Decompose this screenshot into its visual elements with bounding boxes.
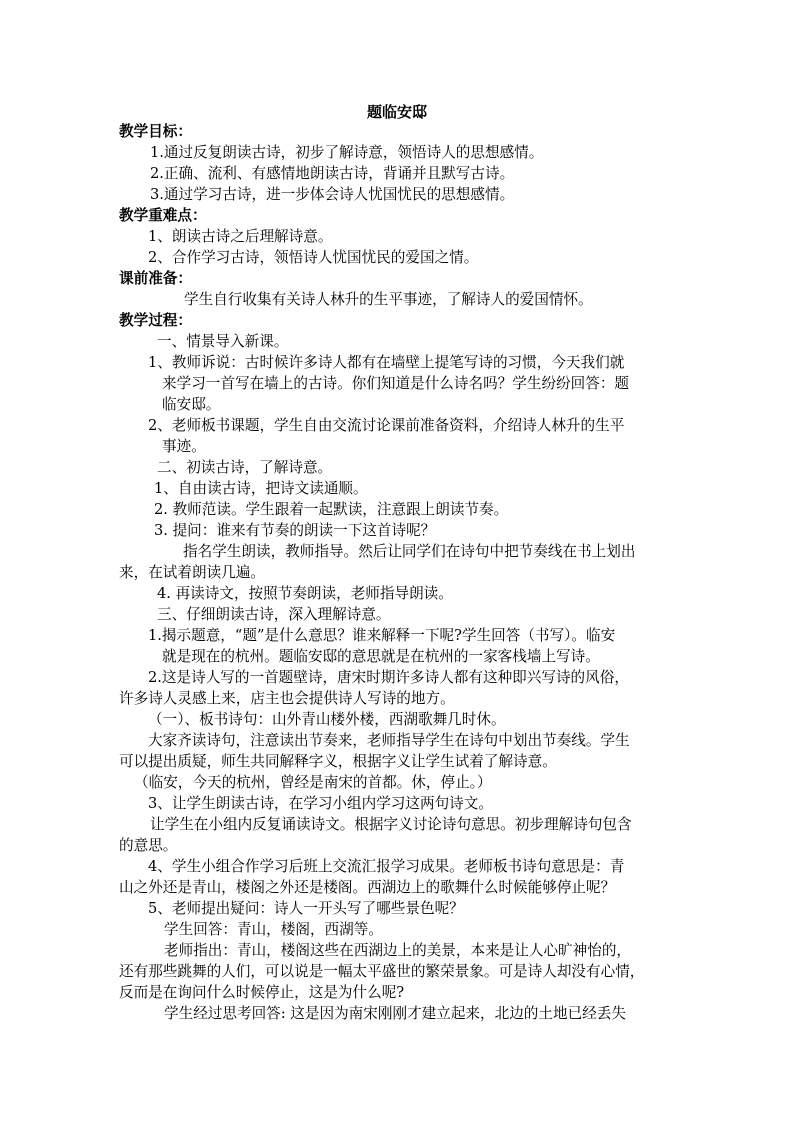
keypoint-item: 2、合作学习古诗，领悟诗人忧国忧民的爱国之情。 (148, 249, 479, 266)
process-line: 的意思。 (119, 837, 178, 854)
process-line: 大家齐读诗句，注意读出节奏来，老师指导学生在诗句中划出节奏线。学生 (148, 732, 630, 749)
process-line: 2. 教师范读。学生跟着一起默读，注意跟上朗读节奏。 (154, 501, 509, 518)
process-line: 事迹。 (162, 438, 206, 455)
process-line: 3、让学生朗读古诗，在学习小组内学习这两句诗文。 (148, 795, 493, 812)
process-line: 5、老师提出疑问：诗人一开头写了哪些景色呢？ (148, 900, 464, 917)
process-line: 可以提出质疑，师生共同解释字义，根据字义让学生试着了解诗意。 (119, 753, 557, 770)
process-line: （临安，今天的杭州，曾经是南宋的首都。休，停止。） (134, 774, 492, 791)
keypoints-heading: 教学重难点： (119, 207, 207, 224)
process-line: （一）、板书诗句：山外青山楼外楼，西湖歌舞几时休。 (148, 711, 506, 728)
process-line: 山之外还是青山，楼阁之外还是楼阁。西湖边上的歌舞什么时候能够停止呢？ (119, 879, 616, 896)
process-line: 4、学生小组合作学习后班上交流汇报学习成果。老师板书诗句意思是：青 (148, 858, 625, 875)
process-line: 二、初读古诗，了解诗意。 (157, 459, 333, 476)
process-line: 就是现在的杭州。题临安邸的意思就是在杭州的一家客栈墙上写诗。 (162, 648, 600, 665)
goals-heading: 教学目标： (119, 123, 192, 140)
process-line: 1、教师诉说：古时候许多诗人都有在墙壁上提笔写诗的习惯，今天我们就 (148, 354, 625, 371)
process-line: 许多诗人灵感上来，店主也会提供诗人写诗的地方。 (119, 690, 455, 707)
process-line: 三、仔细朗读古诗，深入理解诗意。 (157, 606, 391, 623)
goal-item: 2.正确、流利、有感情地朗读古诗，背诵并且默写古诗。 (150, 165, 515, 182)
process-line: 来学习一首写在墙上的古诗。你们知道是什么诗名吗？学生纷纷回答：题 (162, 375, 630, 392)
process-line: 还有那些跳舞的人们，可以说是一幅太平盛世的繁荣景象。可是诗人却没有心情， (119, 963, 645, 980)
process-line: 来，在试着朗读几遍。 (119, 564, 265, 581)
process-line: 临安邸。 (162, 396, 221, 413)
process-line: 老师指出：青山，楼阁这些在西湖边上的美景，本来是让人心旷神怡的， (164, 942, 632, 959)
process-line: 3. 提问：谁来有节奏的朗读一下这首诗呢？ (154, 522, 436, 539)
prep-heading: 课前准备： (119, 270, 192, 287)
process-line: 2、老师板书课题，学生自由交流讨论课前准备资料，介绍诗人林升的生平 (148, 417, 625, 434)
process-line: 反而是在询问什么时候停止，这是为什么呢? (119, 984, 405, 1001)
process-line: 4. 再读诗文，按照节奏朗读，老师指导朗读。 (157, 585, 453, 602)
goal-item: 3.通过学习古诗，进一步体会诗人忧国忧民的思想感情。 (150, 186, 515, 203)
process-line: 一、情景导入新课。 (157, 333, 289, 350)
page-title: 题临安邸 (367, 103, 428, 121)
prep-text: 学生自行收集有关诗人林升的生平事迹，了解诗人的爱国情怀。 (184, 291, 593, 308)
process-line: 指名学生朗读，教师指导。然后让同学们在诗句中把节奏线在书上划出 (183, 543, 636, 560)
goal-item: 1.通过反复朗读古诗，初步了解诗意，领悟诗人的思想感情。 (150, 144, 544, 161)
process-line: 1.揭示题意，“题”是什么意思？谁来解释一下呢?学生回答（书写）。临安 (148, 627, 616, 644)
process-line: 学生经过思考回答: 这是因为南宋刚刚才建立起来，北边的土地已经丢失 (164, 1005, 626, 1022)
process-line: 1、自由读古诗，把诗文读通顺。 (154, 480, 368, 497)
process-line: 让学生在小组内反复诵读诗文。根据字义讨论诗句意思。初步理解诗句包含 (150, 816, 632, 833)
process-heading: 教学过程： (119, 312, 192, 329)
process-line: 2.这是诗人写的一首题壁诗，唐宋时期许多诗人都有这种即兴写诗的风俗， (148, 669, 629, 686)
process-line: 学生回答：青山，楼阁，西湖等。 (164, 921, 383, 938)
keypoint-item: 1、朗读古诗之后理解诗意。 (148, 228, 333, 245)
